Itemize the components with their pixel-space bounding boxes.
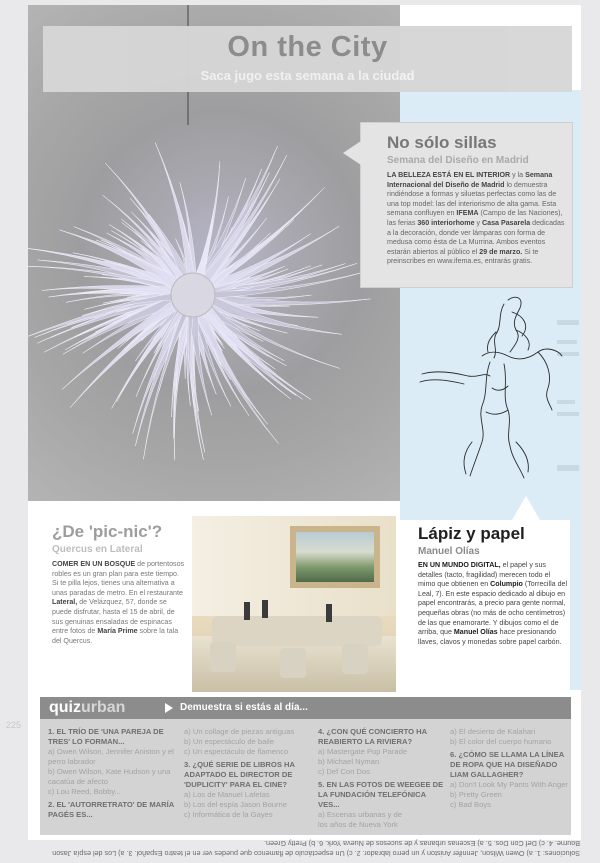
medusa-chandelier-image (28, 110, 378, 480)
quiz-option: a) Los de Manuel Lafetas (184, 790, 270, 799)
quiz-option: c) Lou Reed, Bobby... (48, 787, 121, 796)
article-body: EN UN MUNDO DIGITAL, el papel y sus detalles (tacto, fragilidad) merecen todo el mimo que obtienen en Columpio (Torrecilla del Leal, 7). En este espacio dedicado al dibujo en papel encontrarás, a precio para gente normal, pequeñas obras (no más de ocho centímetros) de las que enamorarte. Y dibujos como el de arriba, que Manuel Olías hace presionando llaves, clavos y monedas sobre papel carbón. (418, 561, 568, 646)
quiz-urban-section (40, 697, 571, 835)
quiz-option: b) Un espectáculo de baile (184, 737, 274, 746)
callout-caret (512, 496, 540, 520)
page-number: 225 (6, 720, 22, 730)
bottle (326, 604, 332, 622)
quiz-column-1 (48, 727, 178, 820)
callout-arrow (343, 141, 361, 165)
quiz-option: a) Escenas urbanas y de (318, 810, 403, 819)
quiz-option: a) El desierto de Kalahari (450, 727, 536, 736)
quiz-column-3 (318, 727, 446, 830)
article-title: ¿De 'pic-nic'? (52, 522, 163, 541)
article-kicker: Semana del Diseño en Madrid (387, 155, 529, 166)
quiz-option: b) Owen Wilson, Kate Hudson y una cacatúa de afecto (48, 767, 171, 786)
page-title: On the City (227, 31, 388, 63)
quiz-option: c) Un espectáculo de flamenco (184, 747, 289, 756)
quiz-option: a) Owen Wilson, Jennifer Aniston y el perro labrador (48, 747, 174, 766)
page-subtitle: Saca jugo esta semana a la ciudad (200, 68, 415, 83)
play-triangle-icon (165, 703, 173, 713)
quiz-column-4 (450, 727, 568, 810)
quiz-option: c) Informática de la Gayes (184, 810, 273, 819)
quiz-question: 4. ¿CON QUÉ CONCIERTO HA REABIERTO LA RIVIERA? (318, 727, 427, 746)
quiz-question: 3. ¿QUÉ SERIE DE LIBROS HA ADAPTADO EL DIRECTOR DE 'DUPLICITY' PARA EL CINE? (184, 760, 295, 789)
quiz-question: 6. ¿CÓMO SE LLAMA LA LÍNEA DE ROPA QUE HA DISEÑADO LIAM GALLAGHER? (450, 750, 564, 779)
article-lapiz-y-papel (396, 520, 570, 694)
quiz-option: a) Un collage de piezas antiguas (184, 727, 295, 736)
article-body: LA BELLEZA ESTÁ EN EL INTERIOR y la Semana Internacional del Diseño de Madrid lo demuestra rindiéndose a formas y siluetas perfectas como las de una top model: las del interiorismo de alta gama. Esta semana confluyen en IFEMA (Campo de las Naciones), las ferias 360 interiorhome y Casa Pasarela dedicadas a la decoración, donde ver lámparas con forma de medusa como ésta de La Murrina. Ambos eventos estarán abiertos al público el 29 de marzo. Si te preinscribes en www.ifema.es, entrarás gratis. (387, 171, 565, 266)
quiz-question: 2. EL 'AUTORRETRATO' DE MARÍA PAGÉS ES... (48, 800, 174, 819)
article-kicker: Manuel Olías (418, 546, 480, 557)
landscape-painting (296, 532, 374, 582)
quiz-option: los años de Nueva York (318, 820, 398, 829)
article-title: Lápiz y papel (418, 524, 525, 543)
article-title: No sólo sillas (387, 133, 497, 152)
section-header (43, 26, 572, 92)
quiz-option: b) Pretty Green (450, 790, 502, 799)
quiz-question: 1. EL TRÍO DE 'UNA PAREJA DE TRES' LO FORMAN... (48, 727, 164, 746)
quiz-option: c) Def Con Dos (318, 767, 370, 776)
article-no-solo-sillas (360, 122, 573, 288)
quiz-option: a) Mastergate Pop Parade (318, 747, 408, 756)
quiz-logo: quizurban (49, 699, 126, 716)
quiz-option: a) Don't Look My Pants With Anger (450, 780, 568, 789)
bottle (262, 600, 268, 618)
chair (210, 642, 236, 672)
ink-figure-drawing (412, 292, 574, 482)
chandelier-core (171, 273, 215, 317)
chair (280, 648, 306, 678)
bottle (244, 602, 250, 620)
article-de-pic-nic (40, 516, 192, 692)
quiz-solutions: Soluciones: 1. a) Owen Wilson, Jennifer Aniston y un perro labrador. 2. c) Un espectáculo de flamenco que puedes ver en el teatro Español. 3. a) Los del espía Jason Bourne. 4. c) Def Con Dos. 5. a) Escenas urbanas y de sucesos de Nueva York. 6. b) Pretty Green. (52, 839, 580, 858)
quiz-option: b) Los del espía Jason Bourne (184, 800, 288, 809)
article-kicker: Quercus en Lateral (52, 544, 143, 555)
restaurant-table (212, 616, 382, 646)
quiz-question: 5. EN LAS FOTOS DE WEEGEE DE LA FUNDACIÓN TELEFÓNICA VES... (318, 780, 444, 809)
quiz-option: b) El color del cuerpo humano (450, 737, 552, 746)
quiz-tagline: Demuestra si estás al día... (180, 702, 308, 713)
quiz-option: c) Bad Boys (450, 800, 491, 809)
article-body: COMER EN UN BOSQUE de portentosos robles es un gran plan para este tiempo. Si te pilla lejos, tienes una alternativa a unas paradas de metro. En el restaurante Lateral, de Velázquez, 57, donde se puede disfrutar, hasta el 15 de abril, de sus genuinas ensaladas de espinacas entre fotos de María Prime sobre la tala del Quercus. (52, 560, 185, 645)
quiz-column-2 (184, 727, 312, 820)
chair (342, 644, 368, 674)
quiz-option: b) Michael Nyman (318, 757, 380, 766)
restaurant-photo (192, 516, 396, 692)
